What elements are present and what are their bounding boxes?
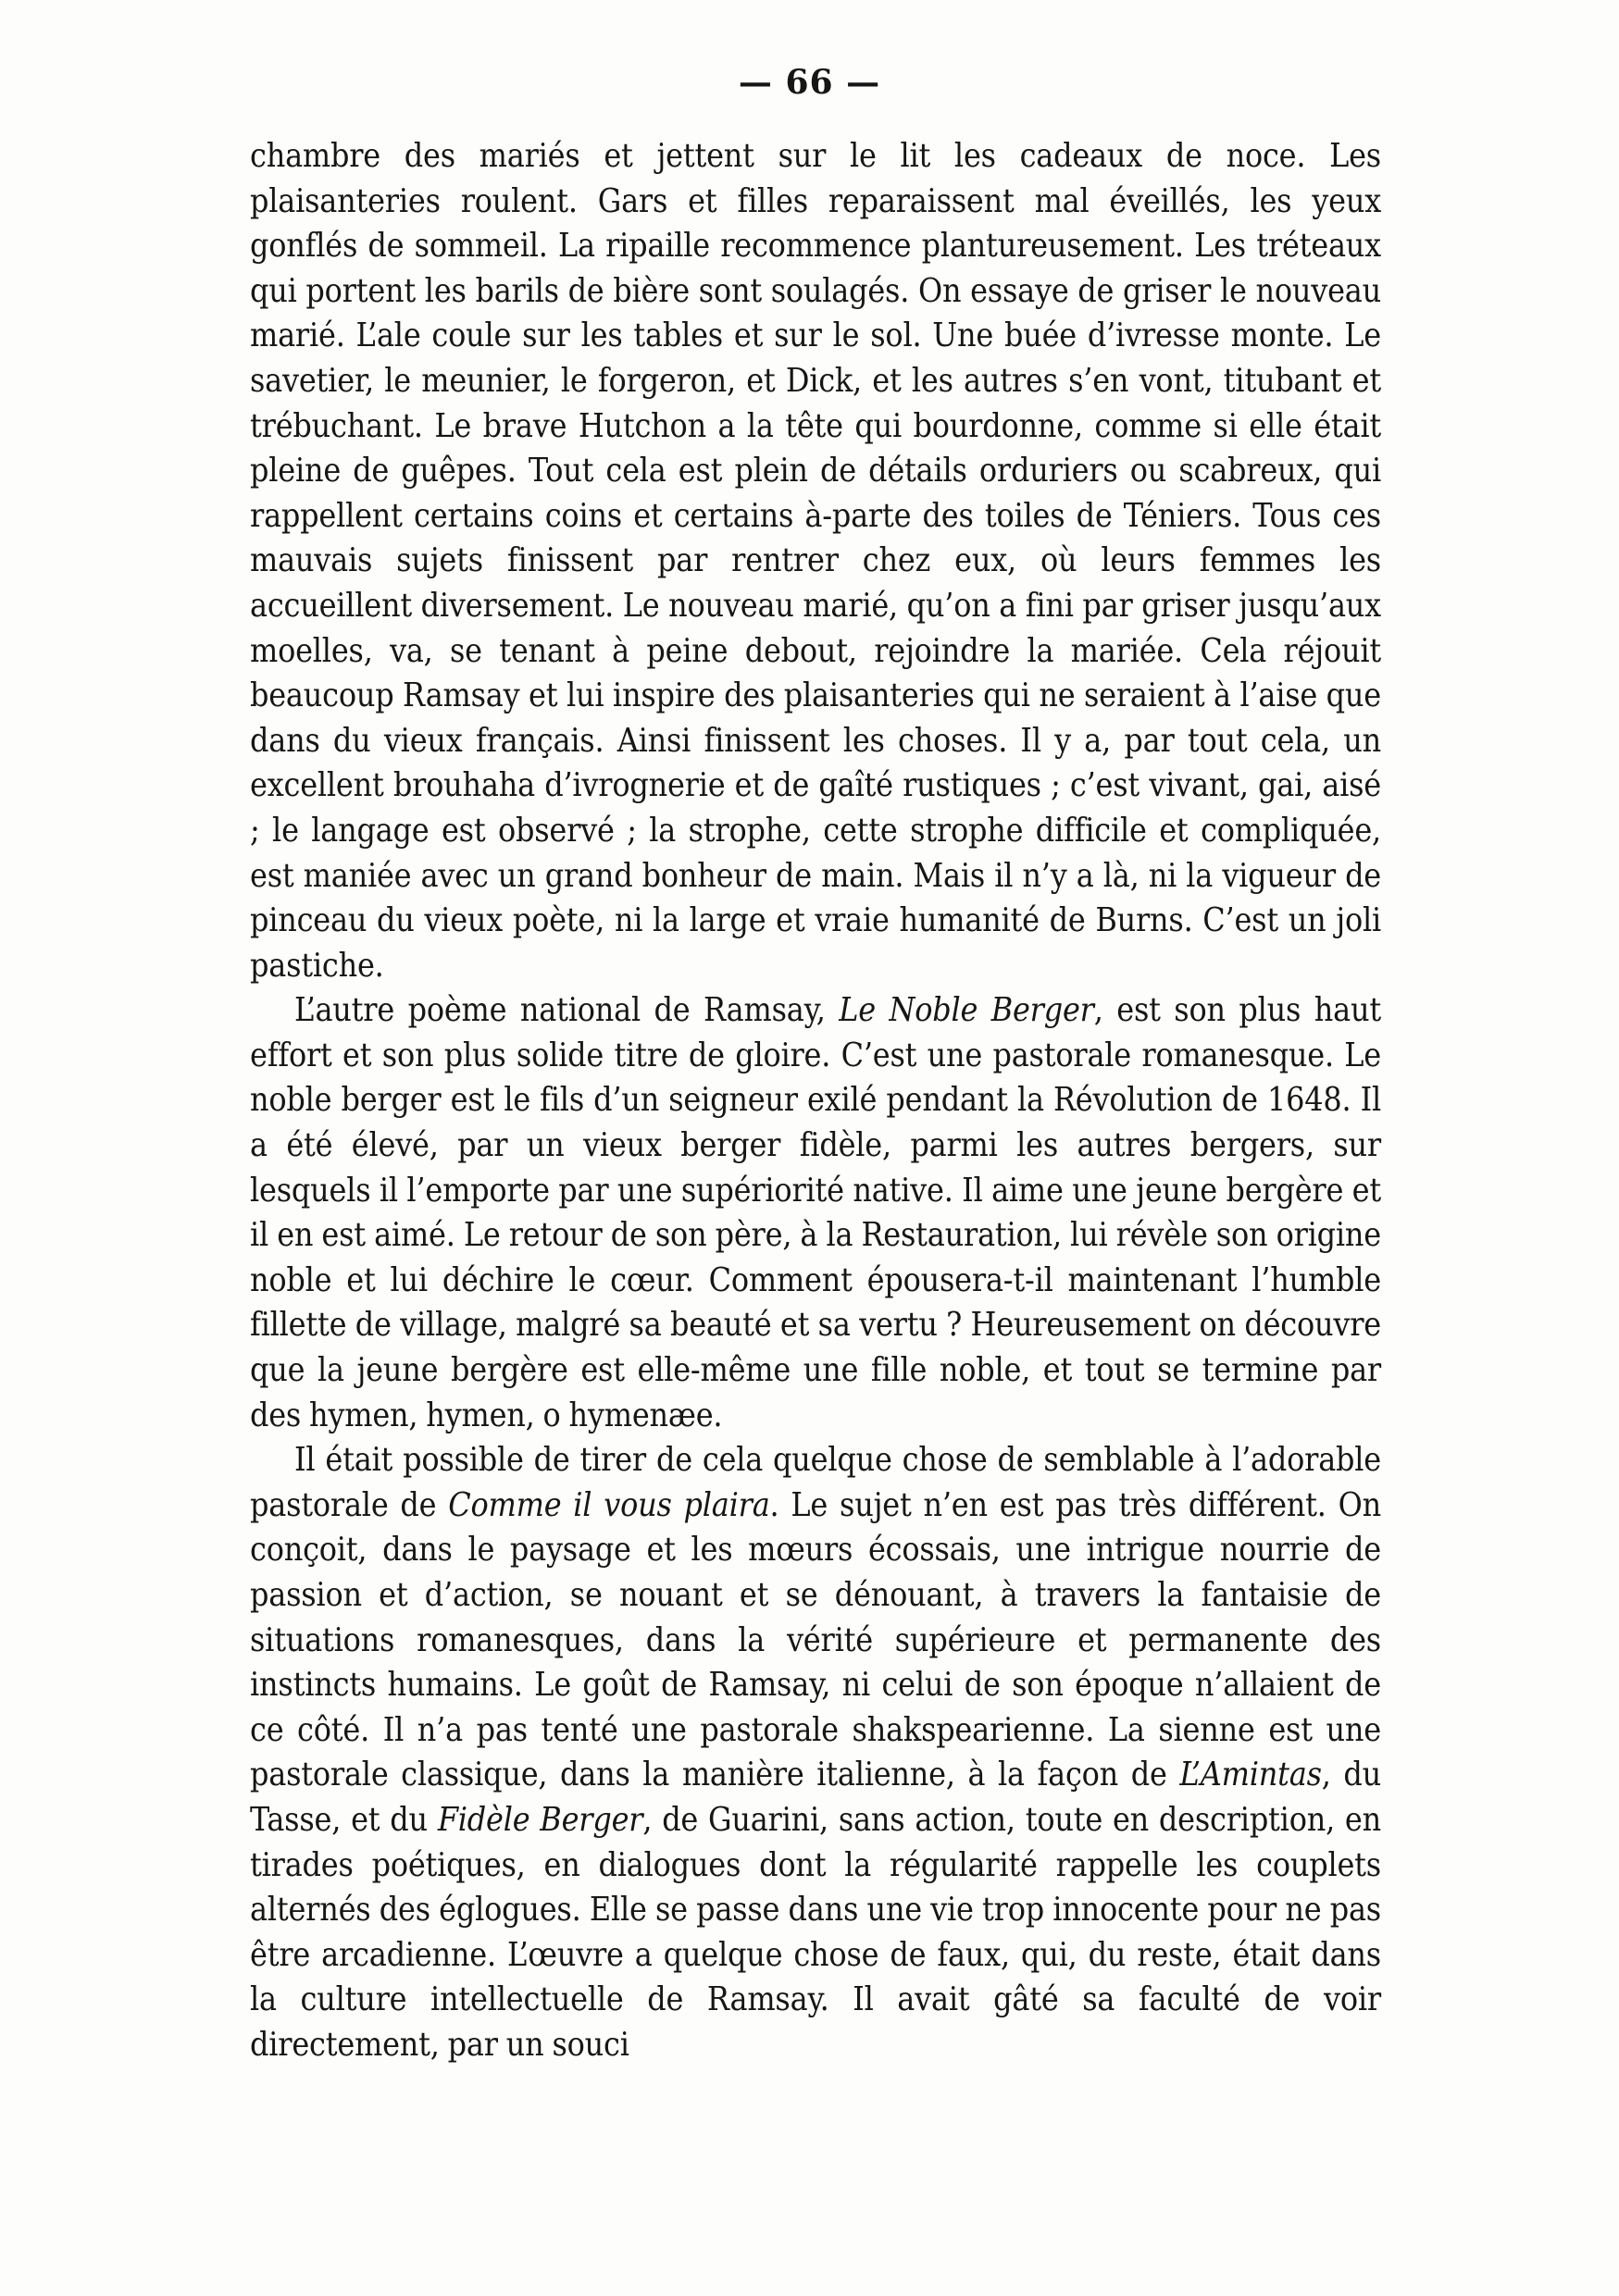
paragraph-text: , est son plus haut effort et son plus solide titre de gloire. C’est une pastorale romanesque. Le noble berger est le fils d’un seigneur exilé pendant la Révolution de 1648. Il a été élevé, par un vieux berger fidèle, parmi les autres bergers, sur lesquels il l’emporte par une supériorité native. Il aime une jeune bergère et il en est aimé. Le retour de son père, à la Restauration, lui révèle son origine noble et lui déchire le cœur. Comment épousera-t-il maintenant l’humble fillette de village, malgré sa beauté et sa vertu ? Heureusement on découvre que la jeune bergère est elle-même une fille noble, et tout se termine par des hymen, hymen, o hymenæe.	[250, 991, 1381, 1434]
title-l-amintas: L’Amintas	[1179, 1756, 1322, 1794]
paragraph-noble-berger	[250, 988, 1381, 1438]
paragraph-text: , du Tasse, et du	[250, 1756, 1381, 1839]
paragraph-wedding-continued	[250, 134, 1381, 988]
title-fidele-berger: Fidèle Berger	[437, 1800, 643, 1839]
paragraph-text: chambre des mariés et jettent sur le lit les cadeaux de noce. Les plaisanteries roulent. Gars et filles reparaissent mal éveillés, les yeux gonflés de sommeil. La ripaille recommence plantureusement. Les tréteaux qui portent les barils de bière sont soulagés. On essaye de griser le nouveau marié. L’ale coule sur les tables et sur le sol. Une buée d’ivresse monte. Le savetier, le meunier, le forgeron, et Dick, et les autres s’en vont, titubant et trébuchant. Le brave Hutchon a la tête qui bourdonne, comme si elle était pleine de guêpes. Tout cela est plein de détails orduriers ou scabreux, qui rappellent certains coins et certains à-parte des toiles de Téniers. Tous ces mauvais sujets finissent par rentrer chez eux, où leurs femmes les accueillent diversement. Le nouveau marié, qu’on a fini par griser jusqu’aux moelles, va, se tenant à peine debout, rejoindre la mariée. Cela réjouit beaucoup Ramsay et lui inspire des plaisanteries qui ne seraient à l’aise que dans du vieux français. Ainsi finissent les choses. Il y a, par tout cela, un excellent brouhaha d’ivrognerie et de gaîté rustiques ; c’est vivant, gai, aisé ; le langage est observé ; la strophe, cette strophe difficile et compliquée, est maniée avec un grand bonheur de main. Mais il n’y a là, ni la vigueur de pinceau du vieux poète, ni la large et vraie humanité de Burns. C’est un joli pastiche.	[250, 137, 1381, 985]
title-le-noble-berger: Le Noble Berger	[839, 991, 1094, 1030]
paragraph-pastorale	[250, 1438, 1381, 2067]
paragraph-text: , de Guarini, sans action, toute en description, en tirades poétiques, en dialogues dont la régularité rappelle les couplets alternés des églogues. Elle se passe dans une vie trop innocente pour ne pas être arcadienne. L’œuvre a quelque chose de faux, qui, du reste, était dans la culture intellectuelle de Ramsay. Il avait gâté sa faculté de voir directement, par un souci	[250, 1800, 1381, 2064]
title-comme-il-vous-plaira: Comme il vous plaira	[448, 1485, 770, 1524]
paragraph-text: . Le sujet n’en est pas très différent. On conçoit, dans le paysage et les mœurs écossais, une intrigue nourrie de passion et d’action, se nouant et se dénouant, à travers la fantaisie de situations romanesques, dans la vérité supérieure et permanente des instincts humains. Le goût de Ramsay, ni celui de son époque n’allaient de ce côté. Il n’a pas tenté une pastorale shakspearienne. La sienne est une pastorale classique, dans la manière italienne, à la façon de	[250, 1485, 1381, 1794]
paragraph-text: Il était possible de tirer de cela quelque chose de semblable à l’adorable pastorale de	[250, 1441, 1381, 1524]
paragraph-text: L’autre poème national de Ramsay,	[294, 991, 840, 1030]
page-number: — 66 —	[738, 63, 881, 102]
body-text	[250, 134, 1381, 2068]
